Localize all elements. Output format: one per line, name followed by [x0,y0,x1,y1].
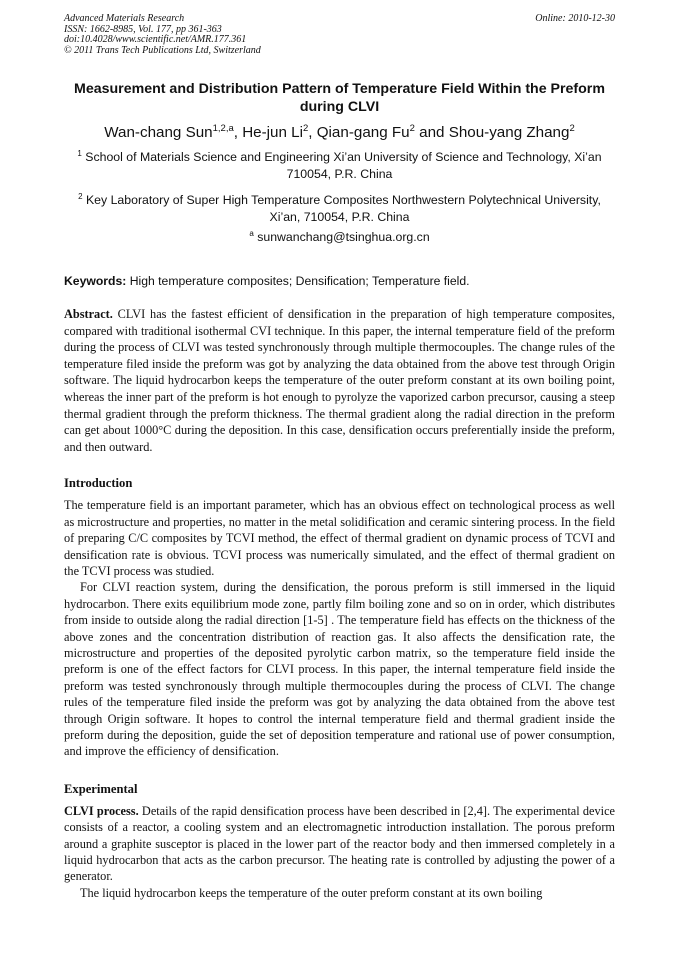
copyright-line: © 2011 Trans Tech Publications Ltd, Switzerland [64,44,261,56]
clvi-process-runin: CLVI process. [64,803,139,818]
keywords-text: High temperature composites; Densification; Temperature field. [126,274,470,288]
paper-title: Measurement and Distribution Pattern of Temperature Field Within the Preform during CLVI [74,81,605,115]
section-heading-experimental: Experimental [64,781,138,796]
author-name: Shou-yang Zhang [448,124,570,141]
corresponding-email [64,229,615,246]
author-separator: , [308,124,317,141]
experimental-paragraph-1-text: Details of the rapid densification process have been described in [2,4]. The experimental device consists of a reactor, a cooling system and an electromagnetic introduction installation. The porous preform around a graphite susceptor is placed in the lower part of the reactor body and then immersed completely in a liquid hydrocarbon that acts as the carbon precursor. The heating rate is controlled by adjusting the power of a generator. [64,803,615,884]
author-list [64,124,615,142]
experimental-paragraph-2: The liquid hydrocarbon keeps the temperature of the outer preform constant at its own boiling [80,885,543,900]
journal-name: Advanced Materials Research [64,13,185,24]
affiliation-mark: 2 [78,192,83,201]
author-affil-mark: 2 [569,123,575,134]
author-name: Wan-chang Sun [104,124,213,141]
experimental-paragraph-1 [64,803,615,885]
email-mark: a [249,229,254,238]
affiliation-1 [64,149,615,183]
online-date: Online: 2010-12-30 [535,13,615,24]
doi-line: doi:10.4028/www.scientific.net/AMR.177.361 [64,34,247,45]
abstract [64,306,615,455]
introduction-paragraph-2: For CLVI reaction system, during the densification, the porous preform is still immersed in the liquid hydrocarbon. There exits equilibrium mode zone, partly film boiling zone and so on in order, which distributes from inside to outside along the radial direction [1-5] . The temperature field has effects on the thickness of the above zones and the concentration distribution of reaction gas. It also affects the densification rate, the microstructure and properties of the deposited pyrolytic carbon matrix, so the temperature field inside the preform is one of the effect factors for CLVI process. In this paper, the internal temperature field inside the preform was tested synchronously through multiple thermocouples during the process of CLVI. The change rules of the temperature filed inside the preform was got by analyzing the data obtained from the above test through Origin software. It hopes to control the internal temperature field and thermal gradient inside the preform during the deposition, guide the set of deposition temperature and rational use of power consumption, and improve the efficiency of densification. [64,580,615,759]
keywords-label: Keywords: [64,274,127,288]
author-name: He-jun Li [242,124,303,141]
section-heading-introduction: Introduction [64,476,133,491]
email-address: sunwanchang@tsinghua.org.cn [257,230,430,244]
paper-page [64,14,615,901]
running-header [64,14,615,56]
introduction-paragraph-1: The temperature field is an important parameter, which has an obvious effect on technological process as well as microstructure and properties, no matter in the metal solidification and ceramic sintering process. In the field of preparing C/C composites by TCVI method, the effect of thermal gradient on dynamic process of TCVI and densification rate is obvious. TCVI process was numerically simulated, and the effect of thermal gradient on the TCVI process was studied. [64,498,615,578]
author-affil-mark: 1,2,a [212,123,234,134]
affiliation-text: Key Laboratory of Super High Temperature Composites Northwestern Polytechnical University, Xi’an, 710054, P.R. China [85,193,601,224]
issn-line: ISSN: 1662-8985, Vol. 177, pp 361-363 [64,23,222,35]
affiliation-mark: 1 [77,149,82,158]
author-separator: and [414,124,449,141]
affiliation-text: School of Materials Science and Engineering Xi’an University of Science and Technology, Xi’an 710054, P.R. China [85,150,602,181]
author-separator: , [233,124,243,141]
keywords [64,274,615,288]
affiliation-2 [64,192,615,226]
author-affil-mark: 2 [302,123,309,134]
abstract-text: CLVI has the fastest efficient of densification in the preparation of high temperature composites, compared with traditional isothermal CVI technique. In this paper, the internal temperature field of the preform during the process of CLVI was tested synchronously through multiple thermocouples. The change rules of the temperature filed inside the preform was got by analyzing the data obtained from the above test through Origin software. The liquid hydrocarbon keeps the temperature of the outer preform constant at its own boiling point, whereas the inner part of the preform is hot enough to pyrolyze the vaporized carbon precursor, causing a steep thermal gradient through the preform thickness. The thermal gradient along the radial direction in the preform can get about 1000°C during the deposition. In this case, densification occurs preferentially inside the preform, and then outward. [64,307,615,454]
abstract-label: Abstract. [64,307,113,321]
author-name: Qian-gang Fu [316,124,410,141]
author-affil-mark: 2 [409,123,415,134]
